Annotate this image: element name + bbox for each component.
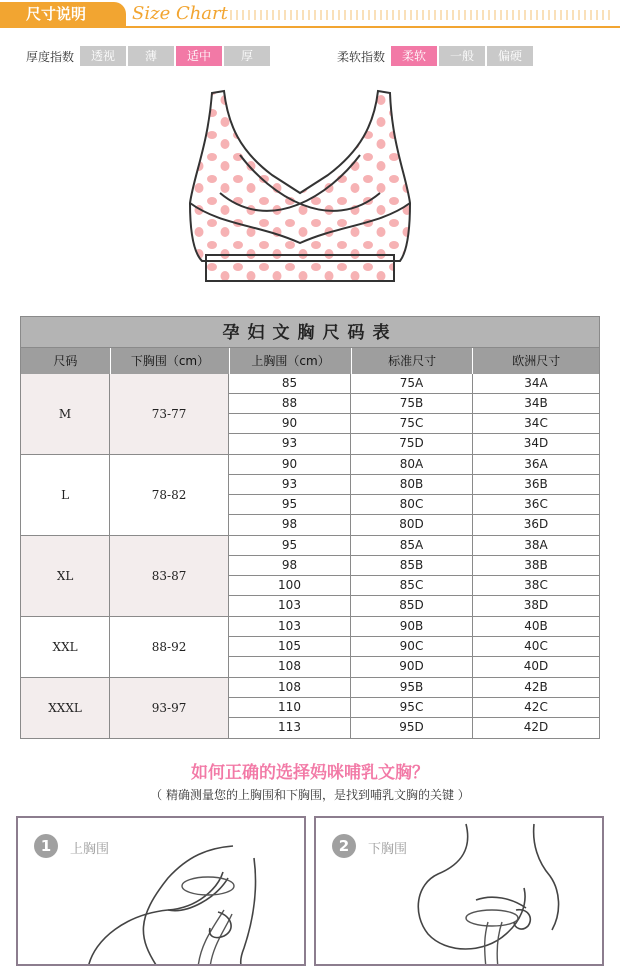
table-row: 93 80B 36B bbox=[229, 475, 599, 495]
table-row: 105 90C 40C bbox=[229, 637, 599, 657]
step-1-label: 上胸围 bbox=[70, 842, 110, 857]
step-2-badge: 2 bbox=[332, 834, 356, 858]
table-row: 90 80A 36A bbox=[229, 455, 599, 475]
size-group-xxxl bbox=[20, 678, 600, 739]
bra-illustration bbox=[180, 85, 420, 295]
header-underbust: 下胸围（cm） bbox=[111, 348, 231, 374]
underbust-cell: 93-97 bbox=[110, 678, 229, 738]
table-row: 93 75D 34D bbox=[229, 434, 599, 454]
underbust-cell: 78-82 bbox=[110, 455, 229, 535]
size-table bbox=[20, 316, 600, 739]
thickness-index bbox=[26, 46, 272, 66]
table-title: 孕妇文胸尺码表 bbox=[20, 316, 600, 348]
size-group-xl bbox=[20, 536, 600, 617]
underbust-cell: 88-92 bbox=[110, 617, 229, 677]
size-group-l bbox=[20, 455, 600, 536]
table-row: 108 95B 42B bbox=[229, 678, 599, 698]
table-row: 95 80C 36C bbox=[229, 495, 599, 515]
table-row: 98 80D 36D bbox=[229, 515, 599, 535]
size-cell: XXXL bbox=[21, 678, 110, 738]
header-underline bbox=[0, 26, 620, 28]
measure-bust-box bbox=[16, 816, 306, 966]
header-size: 尺码 bbox=[21, 348, 111, 374]
softness-label: 柔软指数 bbox=[337, 49, 386, 64]
table-row: 110 95C 42C bbox=[229, 698, 599, 718]
header-subtitle: Size Chart bbox=[132, 3, 228, 24]
measure-underbust-box bbox=[314, 816, 604, 966]
thickness-option-thick: 厚 bbox=[224, 46, 270, 66]
header bbox=[0, 0, 620, 30]
table-row: 98 85B 38B bbox=[229, 556, 599, 576]
softness-option-stiff: 偏硬 bbox=[487, 46, 533, 66]
thickness-option-thin: 薄 bbox=[128, 46, 174, 66]
table-row: 95 85A 38A bbox=[229, 536, 599, 556]
softness-option-soft: 柔软 bbox=[391, 46, 437, 66]
thickness-label: 厚度指数 bbox=[26, 49, 75, 64]
measure-underbust-illustration bbox=[316, 818, 604, 966]
underbust-cell: 73-77 bbox=[110, 374, 229, 454]
table-row: 103 85D 38D bbox=[229, 596, 599, 616]
selection-question-sub: （ 精确测量您的上胸围和下胸围，是找到哺乳文胸的关键 ） bbox=[150, 788, 470, 802]
header-standard-size: 标准尺寸 bbox=[352, 348, 474, 374]
table-row: 85 75A 34A bbox=[229, 374, 599, 394]
softness-option-normal: 一般 bbox=[439, 46, 485, 66]
step-2-label: 下胸围 bbox=[368, 842, 408, 857]
thickness-option-see-through: 透视 bbox=[80, 46, 126, 66]
step-1-badge: 1 bbox=[34, 834, 58, 858]
size-group-xxl bbox=[20, 617, 600, 678]
softness-index bbox=[337, 46, 535, 66]
header-bust: 上胸围（cm） bbox=[230, 348, 352, 374]
measure-bust-illustration bbox=[18, 818, 306, 966]
table-row: 90 75C 34C bbox=[229, 414, 599, 434]
header-dots-decoration bbox=[230, 10, 610, 20]
thickness-option-medium: 适中 bbox=[176, 46, 222, 66]
size-cell: XL bbox=[21, 536, 110, 616]
selection-question: 如何正确的选择妈咪哺乳文胸？ bbox=[191, 763, 429, 783]
size-group-m bbox=[20, 374, 600, 455]
table-row: 108 90D 40D bbox=[229, 657, 599, 677]
size-cell: XXL bbox=[21, 617, 110, 677]
header-tab-title: 尺寸说明 bbox=[0, 2, 126, 26]
underbust-cell: 83-87 bbox=[110, 536, 229, 616]
table-row: 113 95D 42D bbox=[229, 718, 599, 738]
size-cell: M bbox=[21, 374, 110, 454]
size-cell: L bbox=[21, 455, 110, 535]
header-eu-size: 欧洲尺寸 bbox=[512, 354, 561, 368]
table-row: 100 85C 38C bbox=[229, 576, 599, 596]
table-header-row bbox=[20, 348, 600, 374]
table-row: 88 75B 34B bbox=[229, 394, 599, 414]
table-row: 103 90B 40B bbox=[229, 617, 599, 637]
